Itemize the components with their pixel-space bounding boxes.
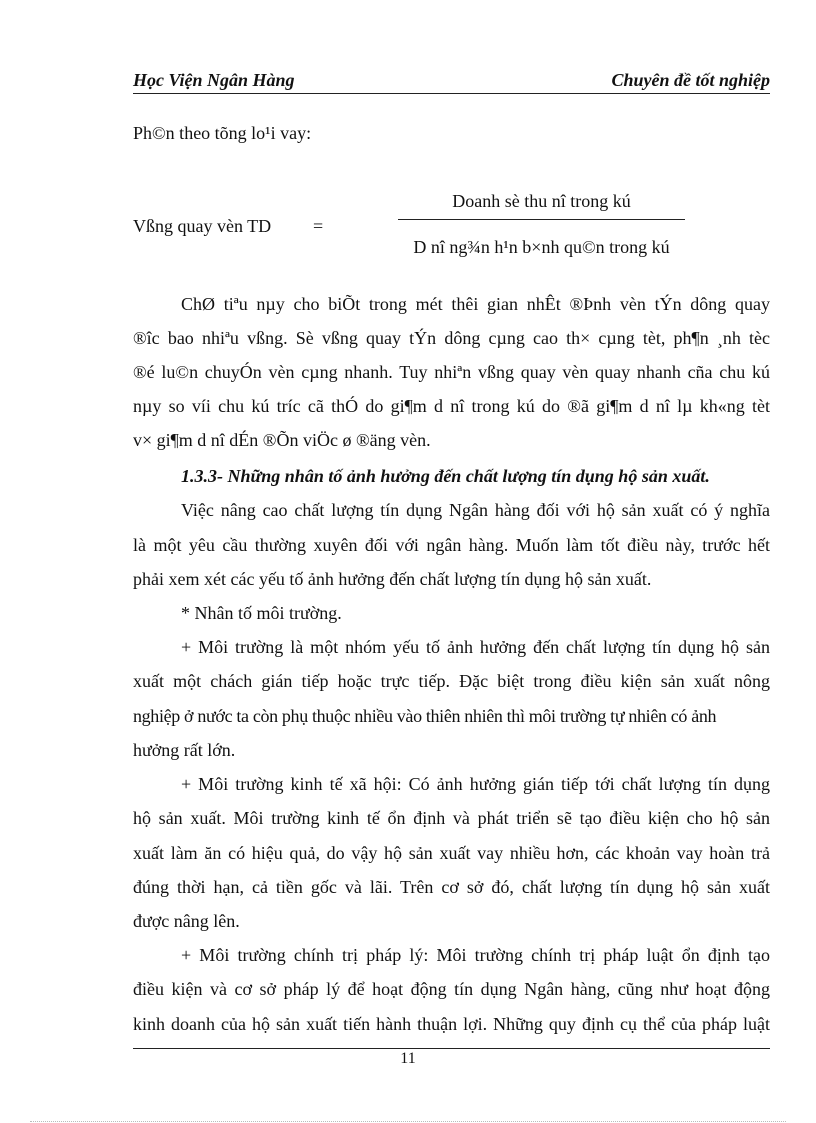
header-doc-type: Chuyên đề tốt nghiệp: [611, 70, 770, 90]
paragraph-line: hưởng rất lớn.: [133, 740, 236, 760]
page-header: [133, 70, 770, 92]
paragraph-line: nµy so víi chu kú tríc cã thÓ do gi¶m d nî trong kú do ®ã gi¶m d nî lµ kh«ng tèt: [133, 396, 770, 416]
paragraph-line: xuất một chách gián tiếp hoặc trực tiếp. Đặc biệt trong điều kiện sản xuất nông: [133, 671, 770, 691]
fraction-bar: [398, 219, 685, 220]
paragraph-line: được nâng lên.: [133, 911, 240, 931]
paragraph-line: v× gi¶m d nî dÉn ®Õn viÖc ø ®äng vèn.: [133, 430, 431, 450]
paragraph-line: phải xem xét các yếu tố ảnh hưởng đến chất lượng tín dụng hộ sản xuất.: [133, 569, 652, 589]
paragraph-line: ®é lu©n chuyÓn vèn cµng nhanh. Tuy nhiªn vßng quay vèn quay nhanh cña chu kú: [133, 362, 770, 382]
paragraph-line: ChØ tiªu nµy cho biÕt trong mét thêi gian nhÊt ®Þnh vèn tÝn dông quay: [181, 294, 770, 314]
footer-divider: [133, 1048, 770, 1049]
paragraph-line: + Môi trường là một nhóm yếu tố ảnh hưởng đến chất lượng tín dụng hộ sản: [181, 637, 770, 657]
paragraph-line: + Môi trường kinh tế xã hội: Có ảnh hưởng gián tiếp tới chất lượng tín dụng: [181, 774, 770, 794]
formula-equals: =: [313, 216, 324, 236]
paragraph-line: xuất làm ăn có hiệu quả, do vậy hộ sản xuất vay nhiều hơn, các khoản vay hoàn trả: [133, 843, 770, 863]
formula-label: Vßng quay vèn TD: [133, 216, 272, 236]
paragraph-line: điều kiện và cơ sở pháp lý để hoạt động tín dụng Ngân hàng, cũng như hoạt động: [133, 979, 770, 999]
subtitle: Ph©n theo tõng lo¹i vay:: [133, 123, 312, 143]
paragraph-line: đúng thời hạn, cả tiền gốc và lãi. Trên cơ sở đó, chất lượng tín dụng hộ sản xuất: [133, 877, 770, 897]
formula-numerator: Doanh sè thu nî trong kú: [452, 191, 631, 211]
page-number: 11: [400, 1050, 416, 1067]
paragraph-line: là một yêu cầu thường xuyên đối với ngân hàng. Muốn làm tốt điều này, trước hết: [133, 535, 770, 555]
paragraph-line: hộ sản xuất. Môi trường kinh tế ổn định và phát triển sẽ tạo điều kiện cho hộ sản: [133, 808, 770, 828]
header-institution: Học Viện Ngân Hàng: [133, 70, 295, 90]
paragraph-line: ®îc bao nhiªu vßng. Sè vßng quay tÝn dông cµng cao th× cµng tèt, ph¶n ¸nh tèc: [133, 328, 770, 348]
paragraph-line: kinh doanh của hộ sản xuất tiến hành thuận lợi. Những quy định cụ thể của pháp luật: [133, 1014, 770, 1034]
formula-denominator: D nî ng¾n h¹n b×nh qu©n trong kú: [413, 237, 670, 257]
paragraph-line: Việc nâng cao chất lượng tín dụng Ngân hàng đối với hộ sản xuất có ý nghĩa: [181, 500, 770, 520]
factor-title: * Nhân tố môi trường.: [181, 603, 342, 623]
page-edge-dotted-line: [30, 1121, 786, 1122]
header-divider: [133, 93, 770, 94]
paragraph-line: + Môi trường chính trị pháp lý: Môi trường chính trị pháp luật ổn định tạo: [181, 945, 770, 965]
section-heading: 1.3.3- Những nhân tố ảnh hưởng đến chất lượng tín dụng hộ sản xuất.: [181, 466, 710, 486]
paragraph-line: nghiệp ở nước ta còn phụ thuộc nhiều vào thiên nhiên thì môi trường tự nhiên có ảnh: [133, 706, 717, 726]
